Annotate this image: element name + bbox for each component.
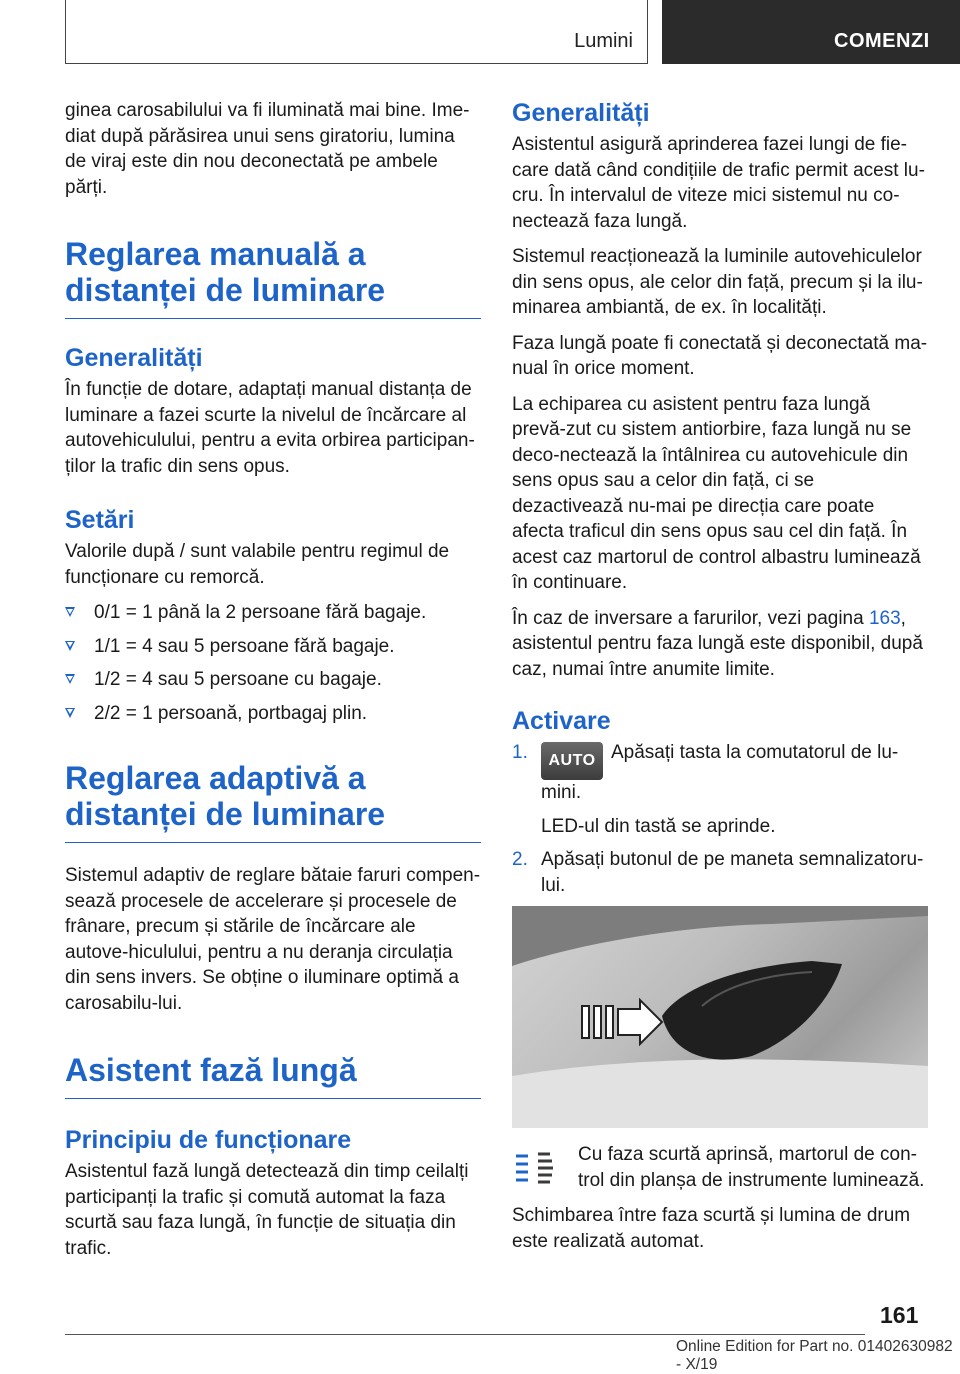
header-chapter-label: COMENZI (834, 30, 930, 52)
page-link[interactable]: 163 (868, 607, 901, 629)
paragraph-general-4: La echiparea cu asistent pentru faza lungă prevă-zut cu sistem antiorbire, faza lungă nu se deco-nectează la întâlnirea cu autovehicule din sens opus sau a celor din față, ci se dezactivează nu-mai pe direcția care poate afecta traficul din sens opus sau cel din față. În acest caz martorul de control albastru luminează în continuare. (512, 393, 921, 593)
arrow-icon (618, 1000, 662, 1044)
left-column (65, 98, 481, 1271)
paragraph-adaptive: Sistemul adaptiv de reglare bătaie faruri compen-sează procesele de accelerare și procesele de frânare, precum și stările de încărcare ale autove-hiculului, pentru a nu deranja circulația din sens invers. Se obține o iluminare optimă a carosabilu-lui. (65, 865, 481, 1014)
list-item: 1/2 = 4 sau 5 persoane cu bagaje. (65, 667, 481, 693)
triangle-bullet-icon (65, 641, 75, 651)
paragraph-general-3: Faza lungă poate fi conectată și deconectată ma-nual în orice moment. (512, 332, 928, 379)
list-item: 1/1 = 4 sau 5 persoane fără bagaje. (65, 634, 481, 660)
turn-signal-lever-image (512, 906, 928, 1128)
settings-list (65, 600, 481, 726)
heading-activation: Activare (512, 707, 611, 735)
paragraph-settings: Valorile după / sunt valabile pentru regimul de funcționare cu remorcă. (65, 541, 450, 588)
paragraph-general-1: Asistentul asigură aprinderea fazei lungi de fie-care dată când condițiile de trafic permit acest lu-cru. În intervalul de viteze mici sistemul nu co-nectează faza lungă. (512, 134, 925, 232)
list-item: 2/2 = 1 persoană, portbagaj plin. (65, 701, 481, 727)
triangle-bullet-icon (65, 708, 75, 718)
note-text: Cu faza scurtă aprinsă, martorul de con-trol din planșa de instrumente luminează. (578, 1144, 925, 1191)
list-item: 2. Apăsați butonul de pe maneta semnalizatoru-lui. (512, 849, 924, 896)
header-chapter-tab (662, 0, 960, 64)
step-sub-text: LED-ul din tastă se aprinde. (541, 815, 776, 837)
lever-illustration (512, 906, 928, 1128)
intro-paragraph: ginea carosabilului va fi iluminată mai bine. Ime-diat după părăsirea unui sens giratoriu, lumina de viraj este din nou deconectată pe ambele părți. (65, 100, 470, 198)
triangle-bullet-icon (65, 674, 75, 684)
header-section-label: Lumini (574, 30, 633, 52)
heading-manual-range: Reglarea manuală a distanței de luminare (65, 236, 481, 319)
heading-adaptive-range: Reglarea adaptivă a distanței de luminare (65, 760, 481, 843)
note-box (512, 1142, 928, 1193)
heading-high-beam-assistant: Asistent fază lungă (65, 1052, 481, 1099)
auto-button-icon: AUTO (541, 742, 603, 780)
paragraph-general-2: Sistemul reacționează la luminile autovehiculelor din sens opus, ale celor din față, precum și la ilu-minarea ambiantă, de ex. în localități. (512, 246, 923, 318)
paragraph-general-manual: În funcție de dotare, adaptați manual distanța de luminare a fazei scurte la nivelul de încărcare al autovehiculului, pentru a evita orbirea participan-ților la trafic din sens opus. (65, 379, 475, 477)
paragraph-final: Schimbarea între faza scurtă și lumina de drum este realizată automat. (512, 1205, 911, 1252)
footer-divider (65, 1334, 865, 1335)
list-item: 1. AUTO Apăsați tasta la comutatorul de lu-mini. LED-ul din tastă se aprinde. (512, 740, 928, 839)
heading-settings: Setări (65, 506, 135, 534)
list-item: 0/1 = 1 până la 2 persoane fără bagaje. (65, 600, 481, 626)
footer-edition: Online Edition for Part no. 01402630982 - X/19 (676, 1338, 953, 1373)
paragraph-general-5: În caz de inversare a farurilor, vezi pagina 163, asistentul pentru faza lungă este disponibil, după caz, numai între anumite limite. (512, 607, 923, 680)
heading-operating-principle: Principiu de funcționare (65, 1126, 352, 1154)
right-column (512, 98, 928, 1264)
paragraph-operating-principle: Asistentul fază lungă detectează din timp ceilalți participanți la trafic și comută automat la faza scurtă sau faza lungă, în funcție de situația din trafic. (65, 1161, 469, 1259)
activation-steps (512, 740, 928, 898)
header-section-tab (65, 0, 648, 64)
high-beam-indicator-icon (512, 1148, 562, 1190)
heading-general-assistant: Generalități (512, 99, 650, 127)
page-number: 161 (880, 1302, 919, 1328)
triangle-bullet-icon (65, 607, 75, 617)
heading-general-manual: Generalități (65, 344, 203, 372)
